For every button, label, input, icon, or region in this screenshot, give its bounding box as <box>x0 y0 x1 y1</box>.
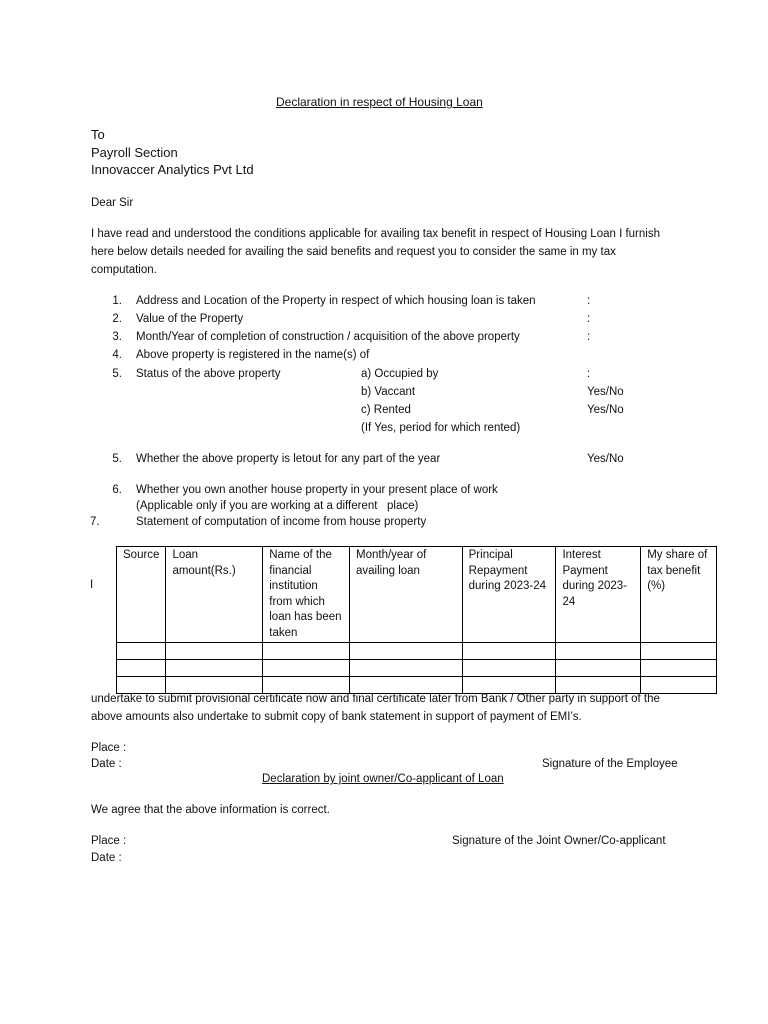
document-title: Declaration in respect of Housing Loan <box>276 95 483 109</box>
table-cell[interactable] <box>350 643 463 660</box>
table-cell[interactable] <box>263 677 350 694</box>
item-letout-number: 5. <box>112 453 122 465</box>
undertake-line1: undertake to submit provisional certificate now and final certificate later from Bank / Other party in support of the <box>91 693 660 705</box>
table-cell[interactable] <box>556 643 641 660</box>
item-7-text: Statement of computation of income from house property <box>136 516 427 528</box>
table-header-row <box>117 547 717 643</box>
joint-place-label: Place : <box>91 835 127 847</box>
table-cell[interactable] <box>263 660 350 677</box>
joint-agree-statement: We agree that the above information is correct. <box>91 804 330 816</box>
item-6-line1: Whether you own another house property in your present place of work <box>136 484 498 496</box>
item-5-number: 5. <box>112 368 122 380</box>
table-cell[interactable] <box>117 660 166 677</box>
undertake-line2: above amounts also undertake to submit copy of bank statement in support of payment of EMI’s. <box>91 711 582 723</box>
item-2-text: Value of the Property <box>136 313 244 325</box>
intro-line3: computation. <box>91 264 157 276</box>
intro-line1: I have read and understood the conditions applicable for availing tax benefit in respect of Housing Loan I furnish <box>91 228 660 240</box>
computation-table <box>116 546 717 694</box>
table-cell[interactable] <box>117 677 166 694</box>
table-cell[interactable] <box>166 677 263 694</box>
table-row <box>117 677 717 694</box>
item-letout-value: Yes/No <box>587 453 624 465</box>
table-cell[interactable] <box>166 643 263 660</box>
salutation: Dear Sir <box>91 197 134 209</box>
status-vacant-value: Yes/No <box>587 386 624 398</box>
address-line1: Payroll Section <box>91 145 178 160</box>
status-occupied-label: a) Occupied by <box>361 368 439 380</box>
item-5-text: Status of the above property <box>136 368 281 380</box>
item-7-number: 7. <box>90 516 100 528</box>
item-4-text: Above property is registered in the name(s) of <box>136 349 370 361</box>
table-cell[interactable] <box>462 677 556 694</box>
table-cell[interactable] <box>166 660 263 677</box>
table-cell[interactable] <box>641 677 717 694</box>
table-header-tax-share: My share of tax benefit (%) <box>641 547 717 643</box>
address-line2: Innovaccer Analytics Pvt Ltd <box>91 162 254 177</box>
table-cell[interactable] <box>556 677 641 694</box>
table-header-source: Source <box>117 547 166 643</box>
table-header-institution: Name of the financial institution from which loan has been taken <box>263 547 350 643</box>
employee-date-label: Date : <box>91 758 122 770</box>
item-2-number: 2. <box>112 313 122 325</box>
table-cell[interactable] <box>462 660 556 677</box>
joint-signature-label: Signature of the Joint Owner/Co-applicant <box>452 835 666 847</box>
item-2-value: : <box>587 313 591 325</box>
table-cell[interactable] <box>350 677 463 694</box>
table-cell[interactable] <box>556 660 641 677</box>
table-row <box>117 660 717 677</box>
status-rented-period: (If Yes, period for which rented) <box>361 422 521 434</box>
table-header-loan-amount: Loan amount(Rs.) <box>166 547 263 643</box>
item-3-number: 3. <box>112 331 122 343</box>
intro-line2: here below details needed for availing the said benefits and request you to consider the same in my tax <box>91 246 616 258</box>
item-letout-text: Whether the above property is letout for any part of the year <box>136 453 441 465</box>
joint-declaration-title: Declaration by joint owner/Co-applicant of Loan <box>262 773 504 785</box>
item-1-text: Address and Location of the Property in respect of which housing loan is taken <box>136 295 536 307</box>
item-6-line2: (Applicable only if you are working at a different place) <box>136 500 419 512</box>
item-1-number: 1. <box>112 295 122 307</box>
status-rented-value: Yes/No <box>587 404 624 416</box>
status-occupied-value: : <box>587 368 591 380</box>
joint-date-label: Date : <box>91 852 122 864</box>
employee-signature-label: Signature of the Employee <box>542 758 678 770</box>
status-rented-label: c) Rented <box>361 404 411 416</box>
table-header-interest: Interest Payment during 2023-24 <box>556 547 641 643</box>
item-3-value: : <box>587 331 591 343</box>
item-1-value: : <box>587 295 591 307</box>
employee-place-label: Place : <box>91 742 127 754</box>
table-cell[interactable] <box>117 643 166 660</box>
table-row <box>117 643 717 660</box>
address-to: To <box>91 127 105 142</box>
item-3-text: Month/Year of completion of construction / acquisition of the above property <box>136 331 520 343</box>
undertake-prefix: I <box>90 579 94 591</box>
item-6-number: 6. <box>112 484 122 496</box>
table-cell[interactable] <box>350 660 463 677</box>
table-cell[interactable] <box>263 643 350 660</box>
table-header-principal: Principal Repayment during 2023-24 <box>462 547 556 643</box>
status-vacant-label: b) Vaccant <box>361 386 416 398</box>
item-4-number: 4. <box>112 349 122 361</box>
table-cell[interactable] <box>641 643 717 660</box>
table-cell[interactable] <box>641 660 717 677</box>
table-header-month-year: Month/year of availing loan <box>350 547 463 643</box>
table-cell[interactable] <box>462 643 556 660</box>
